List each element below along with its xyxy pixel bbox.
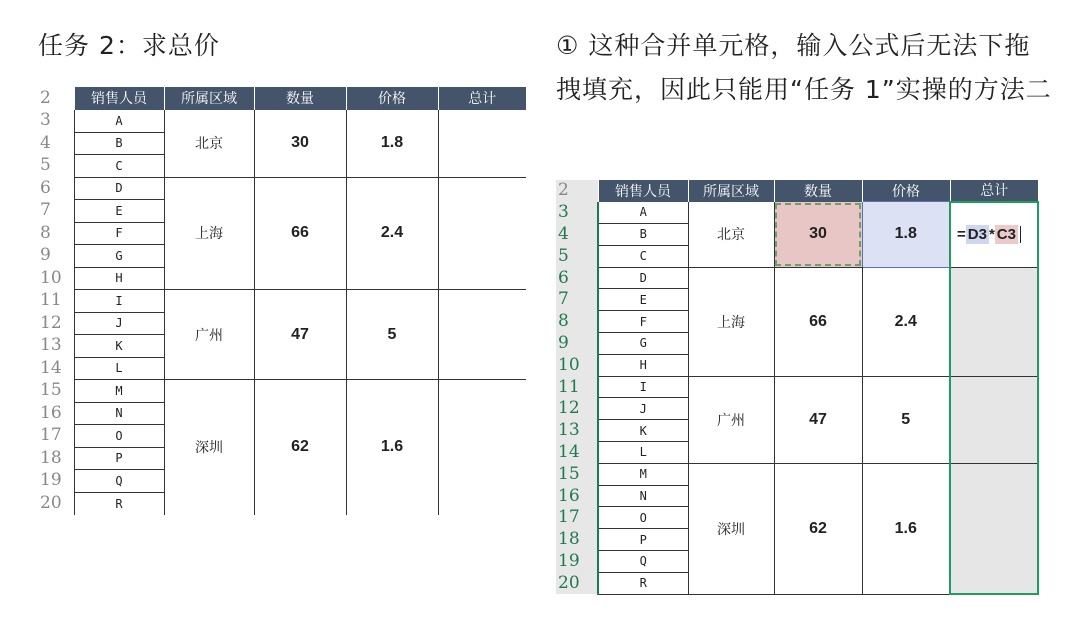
formula-ref-d3: D3 (967, 226, 987, 244)
header-region[interactable]: 所属区域 (688, 180, 774, 202)
region-cell[interactable]: 北京 (164, 110, 254, 178)
region-cell[interactable]: 北京 (688, 202, 774, 267)
qty-cell[interactable]: 30 (254, 110, 346, 178)
person-cell[interactable]: J (598, 398, 688, 420)
person-cell[interactable]: I (74, 290, 164, 313)
left-spreadsheet (38, 87, 526, 515)
qty-cell[interactable]: 47 (254, 290, 346, 380)
row-number: 4 (556, 224, 598, 246)
person-cell[interactable]: P (74, 447, 164, 470)
person-cell[interactable]: P (598, 529, 688, 551)
row-number: 5 (556, 245, 598, 267)
header-region[interactable]: 所属区域 (164, 87, 254, 110)
price-cell[interactable]: 5 (862, 376, 950, 463)
row-number: 9 (40, 245, 51, 266)
person-cell[interactable]: L (74, 357, 164, 380)
region-cell[interactable]: 广州 (164, 290, 254, 380)
region-cell[interactable]: 深圳 (688, 463, 774, 594)
table-row (556, 267, 1038, 289)
person-cell[interactable]: D (74, 177, 164, 200)
person-cell[interactable]: J (74, 312, 164, 335)
person-cell[interactable]: L (598, 442, 688, 464)
row-number: 10 (556, 354, 598, 376)
person-cell[interactable]: E (74, 200, 164, 223)
person-cell[interactable]: R (74, 492, 164, 515)
person-cell[interactable]: H (74, 267, 164, 290)
header-qty[interactable]: 数量 (254, 87, 346, 110)
row-number: 13 (40, 335, 62, 356)
person-cell[interactable]: B (74, 132, 164, 155)
table-row (556, 376, 1038, 398)
row-number: 8 (556, 311, 598, 333)
row-number: 19 (40, 470, 62, 491)
row-number: 8 (40, 222, 51, 243)
qty-cell[interactable]: 66 (774, 267, 862, 376)
row-number: 3 (40, 110, 51, 131)
header-price[interactable]: 价格 (862, 180, 950, 202)
formula-cell[interactable] (950, 202, 1038, 267)
region-cell[interactable]: 上海 (164, 177, 254, 290)
person-cell[interactable]: Q (74, 470, 164, 493)
person-cell[interactable]: D (598, 267, 688, 289)
price-cell[interactable]: 1.6 (862, 463, 950, 594)
total-cell[interactable] (438, 290, 526, 380)
person-cell[interactable]: B (598, 224, 688, 246)
person-cell[interactable]: F (74, 222, 164, 245)
row-number: 12 (40, 312, 62, 333)
note-text: ① 这种合并单元格，输入公式后无法下拖拽填充，因此只能用“任务 1”实操的方法二 (556, 31, 1052, 104)
total-cell-selected[interactable] (950, 267, 1038, 376)
qty-cell-referenced[interactable]: 30 (774, 202, 862, 267)
formula-op: * (988, 226, 995, 244)
total-cell[interactable] (438, 380, 526, 515)
price-cell[interactable]: 1.8 (346, 110, 438, 178)
person-cell[interactable]: A (74, 110, 164, 133)
row-number: 3 (556, 202, 598, 224)
price-cell[interactable]: 2.4 (346, 177, 438, 290)
person-cell[interactable]: F (598, 311, 688, 333)
person-cell[interactable]: H (598, 354, 688, 376)
person-cell[interactable]: Q (598, 551, 688, 573)
table-row (38, 110, 526, 133)
row-number: 20 (40, 492, 62, 513)
person-cell[interactable]: K (74, 335, 164, 358)
qty-cell[interactable]: 47 (774, 376, 862, 463)
header-total[interactable]: 总计 (950, 180, 1038, 202)
qty-cell[interactable]: 62 (254, 380, 346, 515)
person-cell[interactable]: R (598, 572, 688, 594)
person-cell[interactable]: A (598, 202, 688, 224)
row-number: 19 (556, 551, 598, 573)
row-number: 14 (40, 357, 62, 378)
person-cell[interactable]: O (74, 425, 164, 448)
row-number: 17 (40, 425, 62, 446)
total-cell-selected[interactable] (950, 463, 1038, 594)
row-number: 4 (40, 132, 51, 153)
person-cell[interactable]: G (598, 333, 688, 355)
row-number: 18 (556, 529, 598, 551)
row-number: 12 (556, 398, 598, 420)
row-number: 20 (556, 572, 598, 594)
row-number: 5 (40, 155, 51, 176)
header-person[interactable]: 销售人员 (74, 87, 164, 110)
text-caret (1020, 226, 1021, 243)
person-cell[interactable]: C (74, 155, 164, 178)
formula-ref-c3: C3 (996, 226, 1016, 244)
row-number: 2 (38, 87, 74, 110)
row-number: 11 (556, 376, 598, 398)
person-cell[interactable]: K (598, 420, 688, 442)
total-cell[interactable] (438, 110, 526, 178)
row-number: 10 (40, 267, 62, 288)
table-row (38, 290, 526, 313)
table-row (556, 463, 1038, 485)
right-spreadsheet (556, 180, 1039, 595)
row-number: 14 (556, 442, 598, 464)
total-cell[interactable] (438, 177, 526, 290)
formula-eq: = (957, 226, 966, 244)
person-cell[interactable]: M (74, 380, 164, 403)
region-cell[interactable]: 上海 (688, 267, 774, 376)
row-number: 6 (556, 267, 598, 289)
header-qty[interactable]: 数量 (774, 180, 862, 202)
person-cell[interactable]: N (74, 402, 164, 425)
row-number: 18 (40, 447, 62, 468)
qty-cell[interactable]: 62 (774, 463, 862, 594)
person-cell[interactable]: G (74, 245, 164, 268)
person-cell[interactable]: O (598, 507, 688, 529)
total-cell-selected[interactable] (950, 376, 1038, 463)
table-row (38, 380, 526, 403)
row-number: 7 (556, 289, 598, 311)
region-cell[interactable]: 深圳 (164, 380, 254, 515)
person-cell[interactable]: E (598, 289, 688, 311)
price-cell[interactable]: 2.4 (862, 267, 950, 376)
row-number: 16 (40, 402, 62, 423)
row-number: 16 (556, 485, 598, 507)
person-cell[interactable]: I (598, 376, 688, 398)
row-number: 6 (40, 177, 51, 198)
row-number: 9 (556, 333, 598, 355)
row-number: 17 (556, 507, 598, 529)
row-number: 7 (40, 200, 51, 221)
header-person[interactable]: 销售人员 (598, 180, 688, 202)
person-cell[interactable]: N (598, 485, 688, 507)
header-row (38, 87, 526, 110)
header-row (556, 180, 1038, 202)
header-price[interactable]: 价格 (346, 87, 438, 110)
header-total[interactable]: 总计 (438, 87, 526, 110)
row-number: 15 (40, 380, 62, 401)
row-number: 15 (556, 463, 598, 485)
price-cell[interactable]: 5 (346, 290, 438, 380)
qty-cell[interactable]: 66 (254, 177, 346, 290)
row-number: 13 (556, 420, 598, 442)
price-cell[interactable]: 1.6 (346, 380, 438, 515)
region-cell[interactable]: 广州 (688, 376, 774, 463)
table-row (38, 177, 526, 200)
table-row (556, 202, 1038, 224)
person-cell[interactable]: C (598, 245, 688, 267)
row-number: 11 (40, 290, 62, 311)
person-cell[interactable]: M (598, 463, 688, 485)
price-cell-referenced[interactable]: 1.8 (862, 202, 950, 267)
task-title: 任务 2：求总价 (38, 31, 220, 60)
row-number: 2 (556, 180, 598, 202)
